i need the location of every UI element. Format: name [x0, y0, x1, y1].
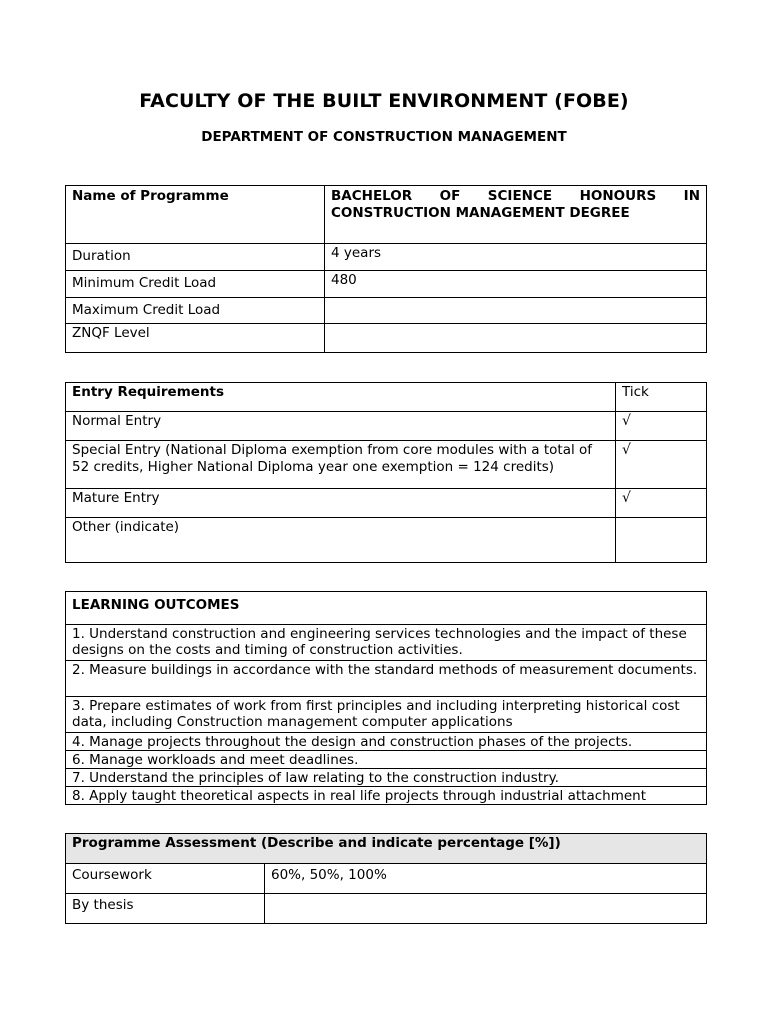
entry-header: Entry Requirements	[66, 383, 616, 412]
outcome-text: 1. Understand construction and engineering services technologies and the impact of these designs on the costs and timing of construction activities.	[66, 625, 707, 661]
tick-mark: √	[616, 412, 707, 441]
list-item	[66, 697, 707, 733]
duration-label: Duration	[66, 244, 325, 271]
entry-label: Mature Entry	[66, 489, 616, 518]
entry-label: Other (indicate)	[66, 518, 616, 563]
tick-mark: √	[616, 441, 707, 489]
list-item	[66, 733, 707, 751]
entry-label: Normal Entry	[66, 412, 616, 441]
learning-outcomes-table	[65, 591, 707, 805]
table-row	[66, 894, 707, 924]
outcome-text: 6. Manage workloads and meet deadlines.	[66, 751, 707, 769]
outcome-text: 7. Understand the principles of law relating to the construction industry.	[66, 769, 707, 787]
list-item	[66, 625, 707, 661]
max-credit-value	[325, 298, 707, 324]
list-item	[66, 787, 707, 805]
min-credit-label: Minimum Credit Load	[66, 271, 325, 298]
table-row	[66, 244, 707, 271]
table-row	[66, 383, 707, 412]
coursework-value: 60%, 50%, 100%	[265, 864, 707, 894]
department-title: DEPARTMENT OF CONSTRUCTION MANAGEMENT	[201, 129, 567, 145]
table-row	[66, 489, 707, 518]
table-row	[66, 271, 707, 298]
znqf-label: ZNQF Level	[66, 324, 325, 353]
outcome-text: 2. Measure buildings in accordance with the standard methods of measurement documents.	[66, 661, 707, 697]
thesis-value	[265, 894, 707, 924]
min-credit-value: 480	[325, 271, 707, 298]
table-row	[66, 324, 707, 353]
entry-requirements-table	[65, 382, 707, 563]
list-item	[66, 769, 707, 787]
tick-header: Tick	[616, 383, 707, 412]
table-row	[66, 518, 707, 563]
list-item	[66, 661, 707, 697]
duration-value: 4 years	[325, 244, 707, 271]
entry-label: Special Entry (National Diploma exemption from core modules with a total of 52 credits, Higher National Diploma year one exemption = 124 credits)	[66, 441, 616, 489]
faculty-title: FACULTY OF THE BUILT ENVIRONMENT (FOBE)	[139, 90, 629, 112]
assessment-header: Programme Assessment (Describe and indicate percentage [%])	[66, 834, 707, 864]
programme-name-value: BACHELOR OF SCIENCE HONOURS IN CONSTRUCTION MANAGEMENT DEGREE	[325, 186, 707, 244]
programme-name-label: Name of Programme	[66, 186, 325, 244]
table-row	[66, 441, 707, 489]
coursework-label: Coursework	[66, 864, 265, 894]
table-row	[66, 186, 707, 244]
outcome-text: 8. Apply taught theoretical aspects in real life projects through industrial attachment	[66, 787, 707, 805]
list-item	[66, 751, 707, 769]
learning-outcomes-header: LEARNING OUTCOMES	[66, 592, 707, 625]
outcome-text: 3. Prepare estimates of work from first principles and including interpreting historical cost data, including Construction management computer applications	[66, 697, 707, 733]
table-row	[66, 592, 707, 625]
outcome-text: 4. Manage projects throughout the design and construction phases of the projects.	[66, 733, 707, 751]
thesis-label: By thesis	[66, 894, 265, 924]
programme-table	[65, 185, 707, 353]
table-row	[66, 864, 707, 894]
max-credit-label: Maximum Credit Load	[66, 298, 325, 324]
programme-assessment-table	[65, 833, 707, 924]
tick-mark	[616, 518, 707, 563]
table-row	[66, 412, 707, 441]
tick-mark: √	[616, 489, 707, 518]
table-row	[66, 834, 707, 864]
znqf-value	[325, 324, 707, 353]
table-row	[66, 298, 707, 324]
